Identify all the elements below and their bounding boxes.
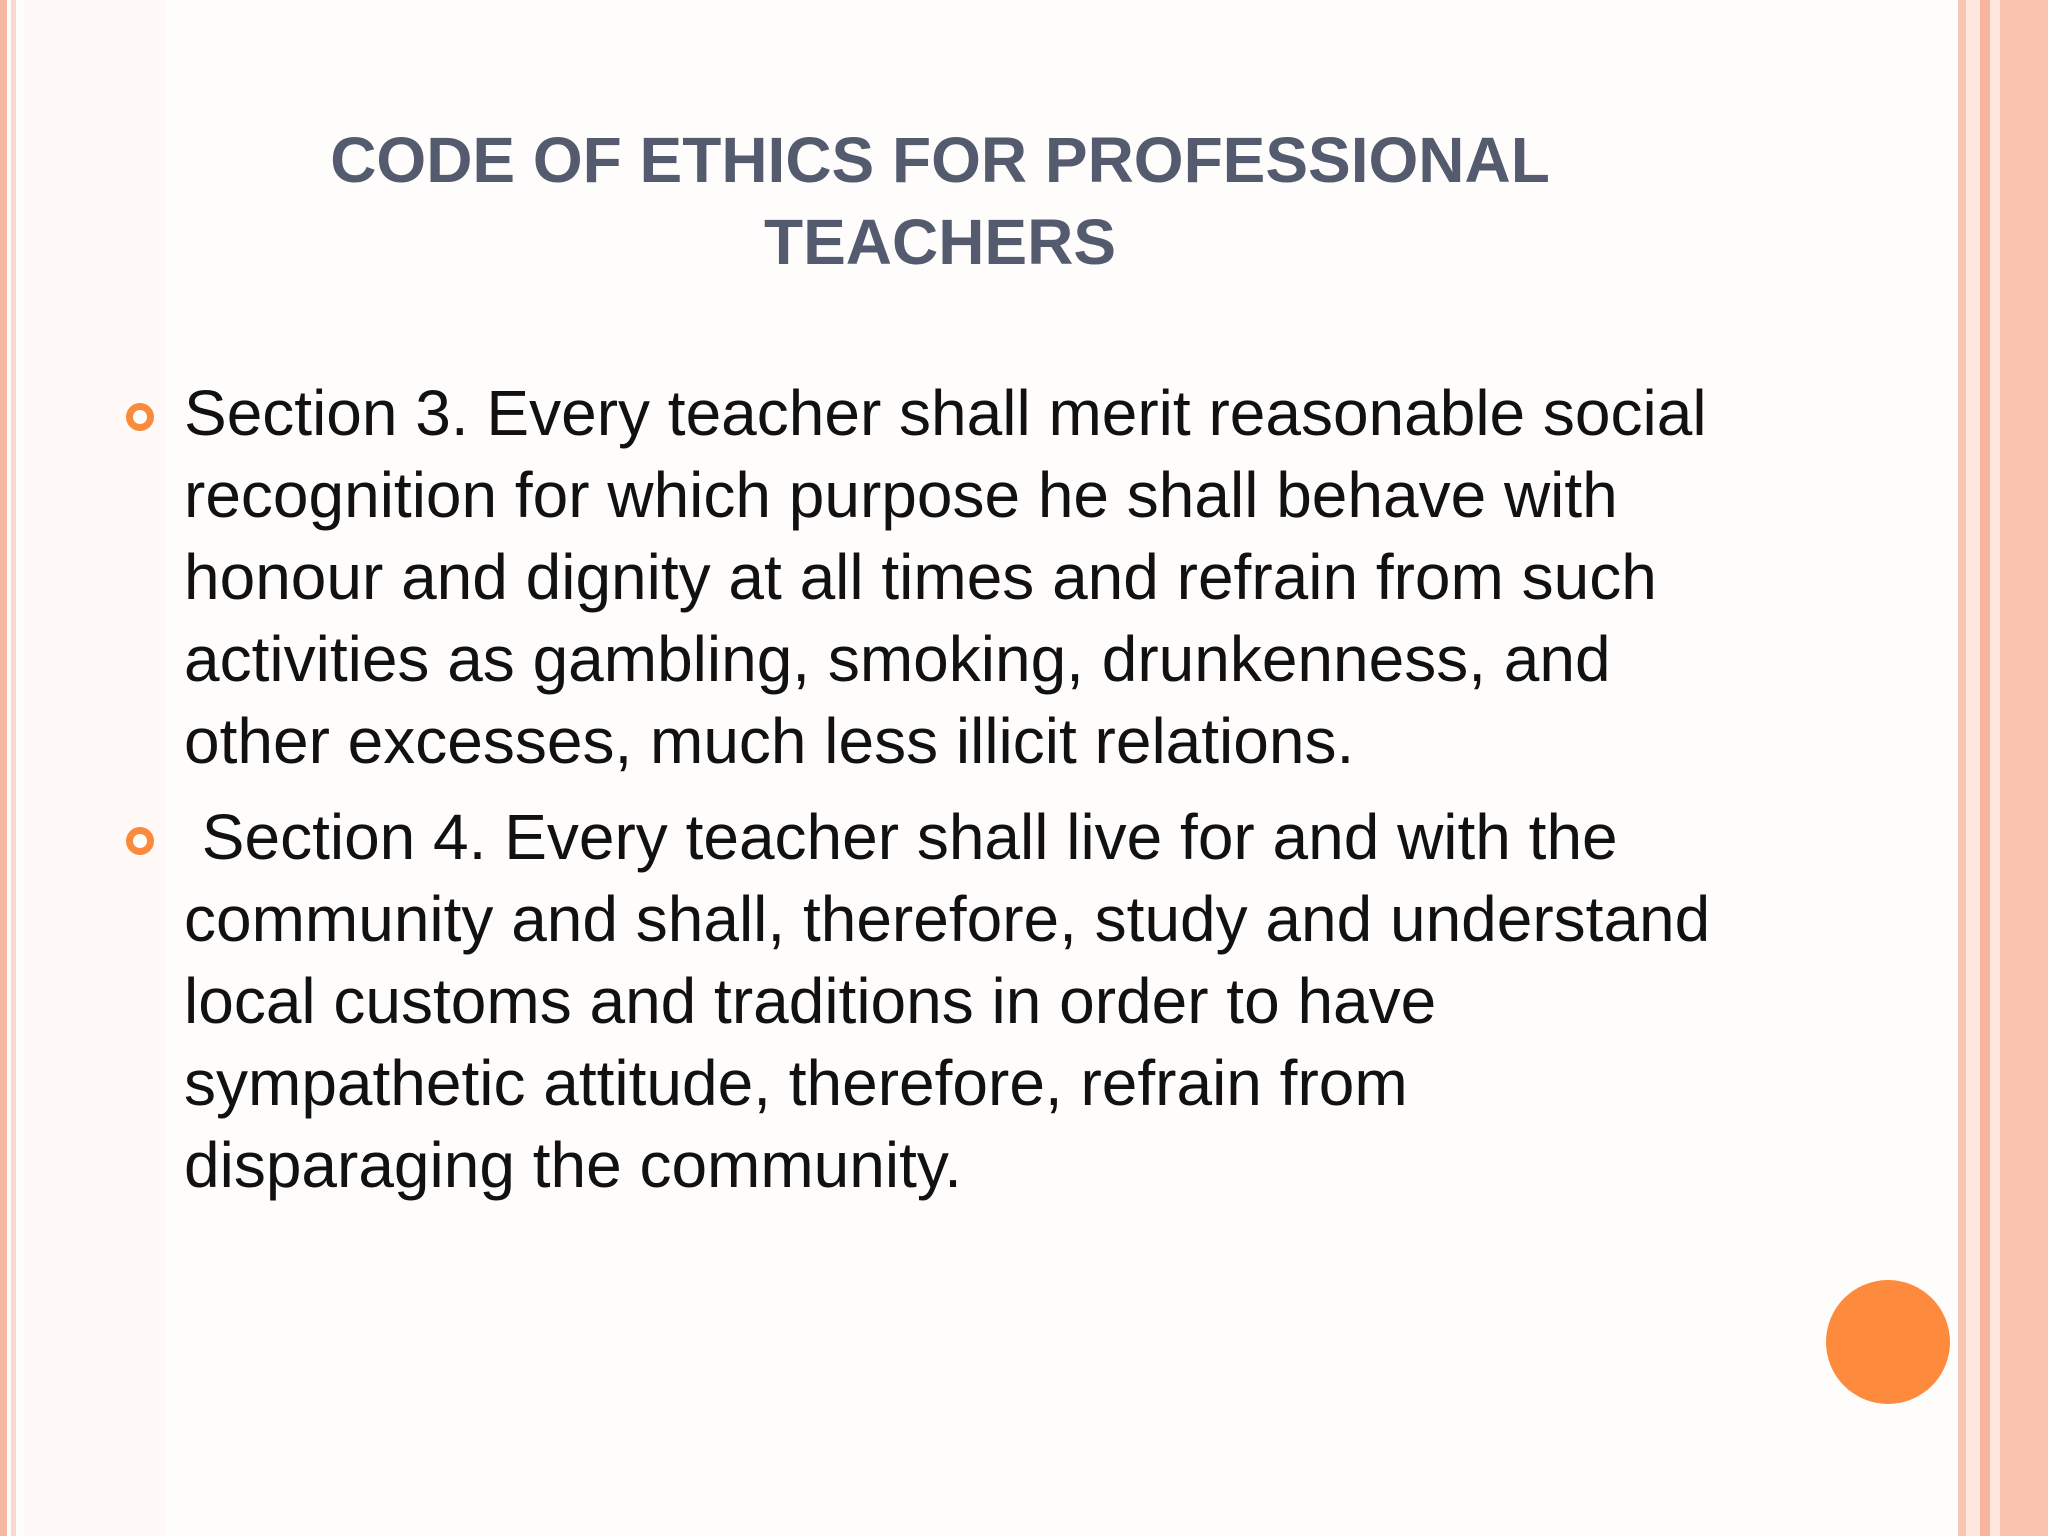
slide-title-line: CODE OF ETHICS FOR PROFESSIONAL xyxy=(330,123,1550,196)
right-border-stripe xyxy=(1958,0,1966,1536)
right-border-stripe xyxy=(1990,0,2000,1536)
bullet-item-section-4 xyxy=(184,796,1744,1206)
right-border-stripe xyxy=(1980,0,1990,1536)
right-border-stripe xyxy=(1966,0,1980,1536)
slide-title xyxy=(140,119,1740,283)
slide-title-line: TEACHERS xyxy=(763,205,1117,278)
bullet-item-section-3 xyxy=(184,372,1744,782)
ring-bullet-icon xyxy=(126,403,154,431)
right-border-stripe xyxy=(2000,0,2048,1536)
bullet-list xyxy=(184,372,1744,1220)
ring-bullet-icon xyxy=(126,827,154,855)
bullet-text: Section 3. Every teacher shall merit reasonable social recognition for which purpose he shall behave with honour and dignity at all times and refrain from such activities as gambling, smoking, drunkenness, and other excesses, much less illicit relations. xyxy=(184,377,1707,777)
left-border-stripe-inner xyxy=(11,0,16,1536)
left-border-stripe xyxy=(0,0,7,1536)
orange-circle-decoration xyxy=(1826,1280,1950,1404)
bullet-text: Section 4. Every teacher shall live for and with the community and shall, therefore, study and understand local customs and traditions in order to have sympathetic attitude, therefore, refrain from disparaging the community. xyxy=(184,801,1728,1201)
